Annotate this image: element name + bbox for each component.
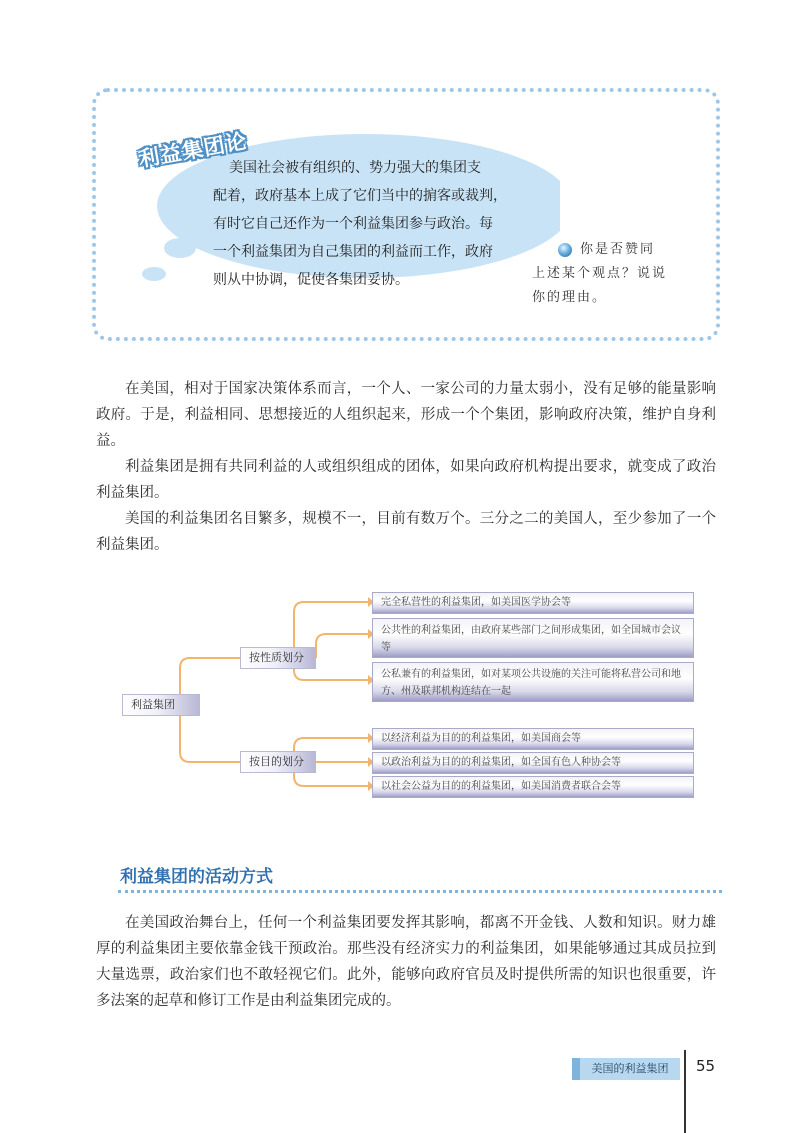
diagram-leaf: 以政治利益为目的的利益集团，如全国有色人种协会等 — [372, 752, 694, 774]
cloud-text-line: 有时它自己还作为一个利益集团参与政治。每 — [213, 216, 493, 232]
diagram-leaf: 完全私营性的利益集团，如美国医学协会等 — [372, 592, 694, 614]
diagram-leaf: 公私兼有的利益集团，如对某项公共设施的关注可能将私营公司和地方、州及联邦机构连结在一起 — [372, 662, 694, 702]
diagram-branch-nature: 按性质划分 — [240, 647, 316, 669]
section-divider — [118, 890, 722, 893]
question-line: 上述某个观点？说说 — [532, 266, 668, 281]
connector-branch1-leaf1 — [294, 602, 368, 650]
page-number: 55 — [696, 1057, 716, 1075]
box-title: 利益集团论 — [136, 128, 250, 172]
question-line: 你是否赞同 — [580, 242, 656, 257]
cloud-text-line: 则从中协调，促使各集团妥协。 — [213, 272, 409, 288]
paragraph: 利益集团是拥有共同利益的人或组织组成的团体，如果向政府机构提出要求，就变成了政治利益集团。 — [96, 459, 716, 501]
diagram-leaf: 以经济利益为目的的利益集团，如美国商会等 — [372, 728, 694, 750]
diagram-branch-purpose: 按目的划分 — [240, 751, 316, 773]
diagram-leaf: 以社会公益为目的的利益集团，如美国消费者联合会等 — [372, 776, 694, 798]
cloud-text-line: 配着，政府基本上成了它们当中的掮客或裁判， — [213, 188, 507, 204]
connector-branch1-leaf2 — [316, 634, 368, 658]
connector-branch1-leaf3 — [294, 668, 368, 680]
paragraph: 在美国政治舞台上，任何一个利益集团要发挥其影响，都离不开金钱、人数和知识。财力雄厚的利益集团主要依靠金钱干预政治。那些没有经济实力的利益集团，如果能够通过其成员拉到大量选票，政治家们也不敢轻视它们。此外，能够向政府官员及时提供所需的知识也很重要，许多法案的起草和修订工作是由利益集团完成的。 — [96, 915, 716, 1009]
section-text — [96, 910, 716, 1014]
cloud-text-line: 一个利益集团为自己集团的利益而工作，政府 — [213, 244, 493, 260]
diagram-leaf: 公共性的利益集团，由政府某些部门之间形成集团，如全国城市会议等 — [372, 618, 694, 658]
question-line: 你的理由。 — [532, 290, 608, 305]
chapter-tag: 美国的利益集团 — [572, 1058, 680, 1080]
cloud-text-line: 美国社会被有组织的、势力强大的集团支 — [229, 160, 481, 176]
section-title: 利益集团的活动方式 — [120, 867, 273, 887]
diagram-root: 利益集团 — [122, 694, 200, 716]
footer-rule — [684, 1050, 686, 1133]
paragraph: 美国的利益集团名目繁多，规模不一，目前有数万个。三分之二的美国人，至少参加了一个利益集团。 — [96, 511, 716, 553]
paragraph: 在美国，相对于国家决策体系而言，一个人、一家公司的力量太弱小，没有足够的能量影响政府。于是，利益相同、思想接近的人组织起来，形成一个个集团，影响政府决策，维护自身利益。 — [96, 381, 716, 449]
